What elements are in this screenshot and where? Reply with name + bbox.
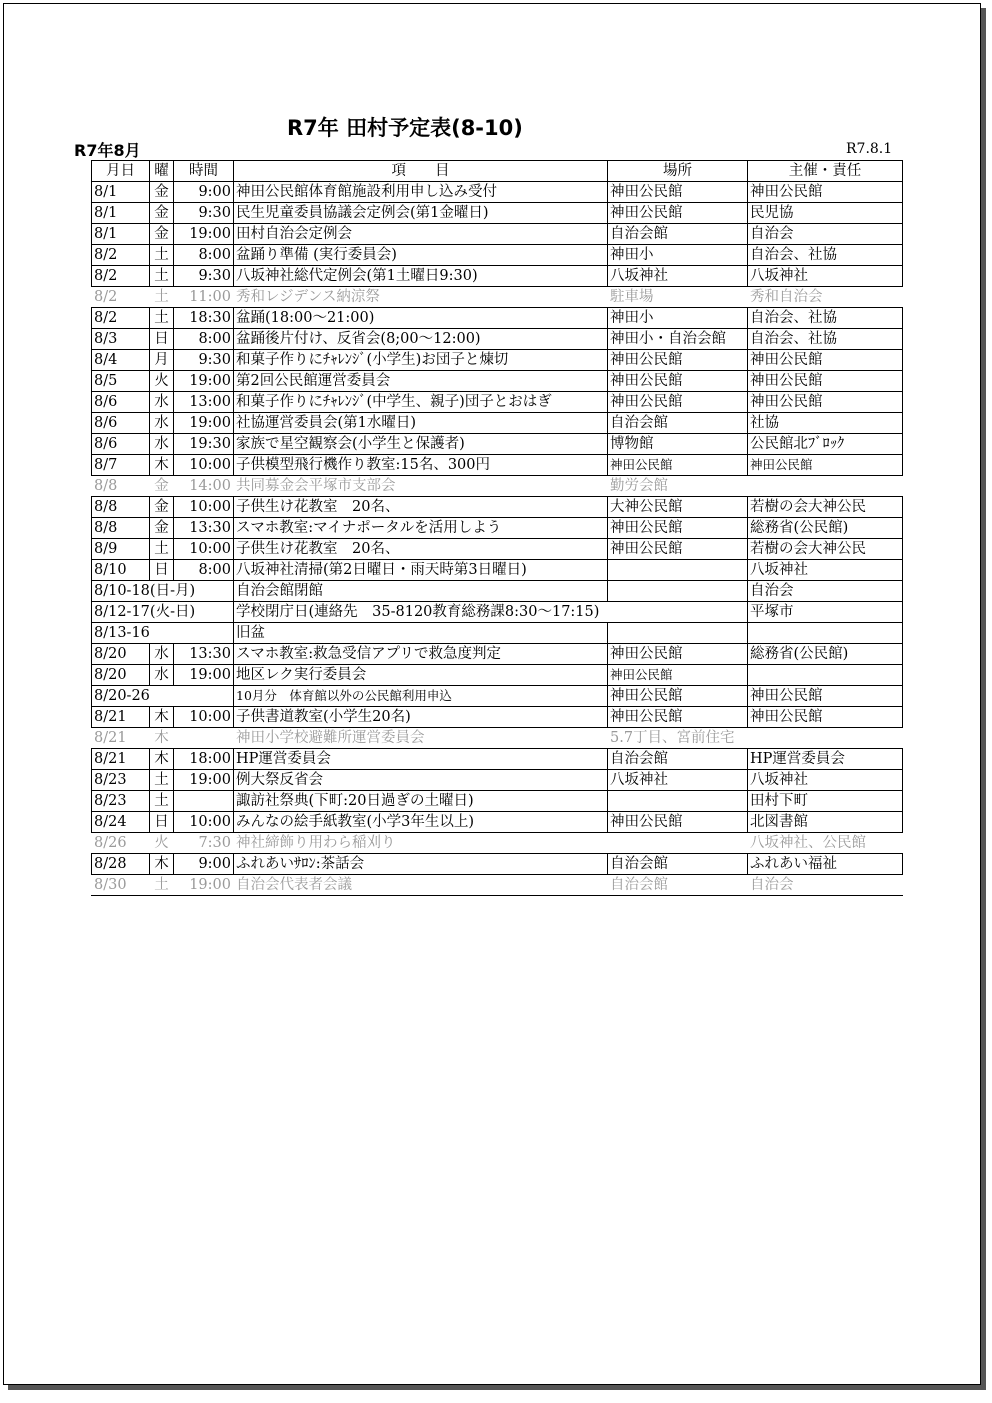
cell-place bbox=[608, 833, 748, 854]
cell-dow: 水 bbox=[150, 413, 174, 434]
cell-place: 神田公民館 bbox=[608, 707, 748, 728]
cell-item: スマホ教室:マイナポータルを活用しよう bbox=[234, 518, 608, 539]
table-row bbox=[92, 560, 903, 581]
cell-item: 諏訪社祭典(下町:20日過ぎの土曜日) bbox=[234, 791, 608, 812]
cell-item: 例大祭反省会 bbox=[234, 770, 608, 791]
cell-dow: 土 bbox=[150, 266, 174, 287]
cell-date: 8/21 bbox=[92, 707, 150, 728]
cell-org: 八坂神社 bbox=[748, 266, 903, 287]
cell-org: 自治会、社協 bbox=[748, 245, 903, 266]
cell-dow: 火 bbox=[150, 833, 174, 854]
cell-dow: 金 bbox=[150, 203, 174, 224]
cell-time: 19:00 bbox=[174, 770, 234, 791]
cell-dow: 木 bbox=[150, 455, 174, 476]
cell-org: 八坂神社、公民館 bbox=[748, 833, 903, 854]
cell-place: 自治会館 bbox=[608, 749, 748, 770]
cell-date: 8/6 bbox=[92, 392, 150, 413]
cell-time: 19:00 bbox=[174, 665, 234, 686]
cell-time: 14:00 bbox=[174, 476, 234, 497]
cell-time: 19:00 bbox=[174, 875, 234, 896]
cell-time: 19:00 bbox=[174, 413, 234, 434]
cell-org: 自治会、社協 bbox=[748, 308, 903, 329]
cell-item: 秀和レジデンス納涼祭 bbox=[234, 287, 608, 308]
cell-item: 子供模型飛行機作り教室:15名、300円 bbox=[234, 455, 608, 476]
table-row bbox=[92, 602, 903, 623]
cell-item: 共同募金会平塚市支部会 bbox=[234, 476, 608, 497]
cell-org: 神田公民館 bbox=[748, 350, 903, 371]
cell-time: 13:30 bbox=[174, 518, 234, 539]
cell-place: 5.7丁目、宮前住宅 bbox=[608, 728, 748, 749]
cell-item: 盆踊り準備 (実行委員会) bbox=[234, 245, 608, 266]
table-row bbox=[92, 665, 903, 686]
cell-date: 8/5 bbox=[92, 371, 150, 392]
cell-date: 8/20 bbox=[92, 665, 150, 686]
cell-item: HP運営委員会 bbox=[234, 749, 608, 770]
cell-place: 神田公民館 bbox=[608, 518, 748, 539]
cell-org: 神田公民館 bbox=[748, 455, 903, 476]
cell-item: 家族で星空観察会(小学生と保護者) bbox=[234, 434, 608, 455]
table-row bbox=[92, 182, 903, 203]
cell-org: 自治会 bbox=[748, 875, 903, 896]
cell-time: 9:30 bbox=[174, 350, 234, 371]
cell-dow: 土 bbox=[150, 287, 174, 308]
cell-dow: 日 bbox=[150, 329, 174, 350]
table-row bbox=[92, 266, 903, 287]
cell-time: 10:00 bbox=[174, 707, 234, 728]
cell-time: 19:30 bbox=[174, 434, 234, 455]
table-row bbox=[92, 287, 903, 308]
cell-place bbox=[608, 623, 748, 644]
cell-item: 子供書道教室(小学生20名) bbox=[234, 707, 608, 728]
cell-dow: 水 bbox=[150, 644, 174, 665]
cell-time: 9:00 bbox=[174, 854, 234, 875]
table-row bbox=[92, 434, 903, 455]
cell-date: 8/7 bbox=[92, 455, 150, 476]
header-org: 主催・責任 bbox=[748, 161, 903, 182]
cell-time: 8:00 bbox=[174, 560, 234, 581]
table-row bbox=[92, 224, 903, 245]
cell-date: 8/2 bbox=[92, 266, 150, 287]
cell-item: 和菓子作りにﾁｬﾚﾝｼﾞ(中学生、親子)団子とおはぎ bbox=[234, 392, 608, 413]
cell-date: 8/21 bbox=[92, 749, 150, 770]
table-row bbox=[92, 875, 903, 896]
cell-time: 10:00 bbox=[174, 455, 234, 476]
cell-date: 8/8 bbox=[92, 497, 150, 518]
cell-time: 13:30 bbox=[174, 644, 234, 665]
cell-place: 神田公民館 bbox=[608, 455, 748, 476]
table-row bbox=[92, 539, 903, 560]
table-row bbox=[92, 329, 903, 350]
cell-item: 旧盆 bbox=[234, 623, 608, 644]
cell-time: 19:00 bbox=[174, 224, 234, 245]
cell-org: ふれあい福祉 bbox=[748, 854, 903, 875]
cell-org bbox=[748, 665, 903, 686]
cell-place: 博物館 bbox=[608, 434, 748, 455]
cell-item: 第2回公民館運営委員会 bbox=[234, 371, 608, 392]
cell-place: 神田公民館 bbox=[608, 686, 748, 707]
cell-org: 自治会 bbox=[748, 581, 903, 602]
table-row bbox=[92, 791, 903, 812]
cell-item: 子供生け花教室 20名、 bbox=[234, 497, 608, 518]
month-label: R7年8月 bbox=[74, 141, 141, 160]
cell-org: 若樹の会大神公民 bbox=[748, 539, 903, 560]
cell-org bbox=[748, 623, 903, 644]
cell-org: 総務省(公民館) bbox=[748, 518, 903, 539]
cell-place: 神田小・自治会館 bbox=[608, 329, 748, 350]
cell-place bbox=[608, 581, 748, 602]
cell-dow: 土 bbox=[150, 245, 174, 266]
cell-place: 自治会館 bbox=[608, 854, 748, 875]
cell-org: 八坂神社 bbox=[748, 560, 903, 581]
cell-org: 秀和自治会 bbox=[748, 287, 903, 308]
cell-time: 10:00 bbox=[174, 812, 234, 833]
cell-date: 8/9 bbox=[92, 539, 150, 560]
cell-date: 8/10 bbox=[92, 560, 150, 581]
cell-dow: 水 bbox=[150, 392, 174, 413]
cell-date: 8/1 bbox=[92, 182, 150, 203]
cell-place: 八坂神社 bbox=[608, 266, 748, 287]
cell-dow: 土 bbox=[150, 308, 174, 329]
cell-place: 神田公民館 bbox=[608, 182, 748, 203]
cell-dow: 木 bbox=[150, 728, 174, 749]
cell-date: 8/12-17(火-日) bbox=[92, 602, 234, 623]
table-row bbox=[92, 749, 903, 770]
table-row bbox=[92, 728, 903, 749]
header-dow: 曜 bbox=[150, 161, 174, 182]
table-row bbox=[92, 371, 903, 392]
header-time: 時間 bbox=[174, 161, 234, 182]
cell-place: 自治会館 bbox=[608, 413, 748, 434]
cell-item: 神社締飾り用わら稲刈り bbox=[234, 833, 608, 854]
cell-place: 八坂神社 bbox=[608, 770, 748, 791]
cell-item: 盆踊(18:00～21:00) bbox=[234, 308, 608, 329]
cell-date: 8/20 bbox=[92, 644, 150, 665]
cell-org: 公民館北ﾌﾞﾛｯｸ bbox=[748, 434, 903, 455]
table-row bbox=[92, 812, 903, 833]
cell-time: 11:00 bbox=[174, 287, 234, 308]
cell-time: 9:30 bbox=[174, 266, 234, 287]
table-row bbox=[92, 203, 903, 224]
table-row bbox=[92, 518, 903, 539]
cell-place: 自治会館 bbox=[608, 224, 748, 245]
header-place: 場所 bbox=[608, 161, 748, 182]
cell-item: 地区レク実行委員会 bbox=[234, 665, 608, 686]
cell-item: 社協運営委員会(第1水曜日) bbox=[234, 413, 608, 434]
document-title: R7年 田村予定表(8-10) bbox=[287, 116, 523, 140]
cell-date: 8/1 bbox=[92, 203, 150, 224]
cell-org: 八坂神社 bbox=[748, 770, 903, 791]
cell-org: 神田公民館 bbox=[748, 392, 903, 413]
cell-item: 民生児童委員協議会定例会(第1金曜日) bbox=[234, 203, 608, 224]
cell-date: 8/10-18(日-月) bbox=[92, 581, 234, 602]
cell-dow: 金 bbox=[150, 224, 174, 245]
cell-time: 8:00 bbox=[174, 245, 234, 266]
table-row bbox=[92, 581, 903, 602]
cell-dow: 水 bbox=[150, 434, 174, 455]
cell-time: 19:00 bbox=[174, 371, 234, 392]
cell-time: 7:30 bbox=[174, 833, 234, 854]
cell-item: 自治会館閉館 bbox=[234, 581, 608, 602]
cell-org: 田村下町 bbox=[748, 791, 903, 812]
cell-dow: 日 bbox=[150, 560, 174, 581]
cell-dow: 土 bbox=[150, 875, 174, 896]
cell-org: 自治会 bbox=[748, 224, 903, 245]
cell-date: 8/2 bbox=[92, 287, 150, 308]
cell-place: 自治会館 bbox=[608, 875, 748, 896]
cell-place: 神田公民館 bbox=[608, 665, 748, 686]
cell-time: 10:00 bbox=[174, 539, 234, 560]
cell-time: 9:00 bbox=[174, 182, 234, 203]
cell-date: 8/4 bbox=[92, 350, 150, 371]
cell-place: 神田公民館 bbox=[608, 539, 748, 560]
table-row bbox=[92, 833, 903, 854]
cell-item: 和菓子作りにﾁｬﾚﾝｼﾞ(小学生)お団子と煉切 bbox=[234, 350, 608, 371]
cell-org: 神田公民館 bbox=[748, 707, 903, 728]
cell-dow: 金 bbox=[150, 476, 174, 497]
cell-time: 18:30 bbox=[174, 308, 234, 329]
cell-date: 8/8 bbox=[92, 476, 150, 497]
cell-dow: 月 bbox=[150, 350, 174, 371]
table-row bbox=[92, 686, 903, 707]
cell-org: 神田公民館 bbox=[748, 371, 903, 392]
cell-date: 8/3 bbox=[92, 329, 150, 350]
cell-item: 10月分 体育館以外の公民館利用申込 bbox=[234, 686, 608, 707]
header-item: 項 目 bbox=[234, 161, 608, 182]
cell-time: 13:00 bbox=[174, 392, 234, 413]
cell-place: 神田小 bbox=[608, 308, 748, 329]
cell-date: 8/6 bbox=[92, 413, 150, 434]
cell-item: 八坂神社総代定例会(第1土曜日9:30) bbox=[234, 266, 608, 287]
cell-date: 8/23 bbox=[92, 791, 150, 812]
cell-item: みんなの絵手紙教室(小学3年生以上) bbox=[234, 812, 608, 833]
cell-place: 神田公民館 bbox=[608, 203, 748, 224]
cell-time bbox=[174, 791, 234, 812]
cell-place: 神田公民館 bbox=[608, 644, 748, 665]
table-row bbox=[92, 455, 903, 476]
table-row bbox=[92, 350, 903, 371]
cell-item: 田村自治会定例会 bbox=[234, 224, 608, 245]
cell-item: 盆踊後片付け、反省会(8;00～12:00) bbox=[234, 329, 608, 350]
cell-org: HP運営委員会 bbox=[748, 749, 903, 770]
cell-org: 自治会、社協 bbox=[748, 329, 903, 350]
cell-org: 若樹の会大神公民 bbox=[748, 497, 903, 518]
cell-time: 9:30 bbox=[174, 203, 234, 224]
table-row bbox=[92, 707, 903, 728]
cell-place: 神田公民館 bbox=[608, 371, 748, 392]
cell-time bbox=[174, 728, 234, 749]
cell-dow: 日 bbox=[150, 812, 174, 833]
cell-item: 子供生け花教室 20名、 bbox=[234, 539, 608, 560]
cell-org: 神田公民館 bbox=[748, 182, 903, 203]
table-row bbox=[92, 245, 903, 266]
cell-dow: 金 bbox=[150, 182, 174, 203]
table-row bbox=[92, 392, 903, 413]
cell-date: 8/30 bbox=[92, 875, 150, 896]
cell-date: 8/2 bbox=[92, 245, 150, 266]
cell-org bbox=[748, 728, 903, 749]
cell-dow: 土 bbox=[150, 791, 174, 812]
cell-dow: 金 bbox=[150, 518, 174, 539]
cell-date: 8/28 bbox=[92, 854, 150, 875]
cell-org: 社協 bbox=[748, 413, 903, 434]
table-row bbox=[92, 476, 903, 497]
cell-item: 自治会代表者会議 bbox=[234, 875, 608, 896]
cell-date: 8/23 bbox=[92, 770, 150, 791]
table-row bbox=[92, 623, 903, 644]
cell-org: 総務省(公民館) bbox=[748, 644, 903, 665]
cell-place: 神田公民館 bbox=[608, 392, 748, 413]
cell-time: 10:00 bbox=[174, 497, 234, 518]
table-row bbox=[92, 497, 903, 518]
cell-place: 神田公民館 bbox=[608, 350, 748, 371]
cell-place: 駐車場 bbox=[608, 287, 748, 308]
schedule-table bbox=[91, 160, 903, 896]
cell-dow: 土 bbox=[150, 539, 174, 560]
cell-place bbox=[608, 560, 748, 581]
cell-place: 大神公民館 bbox=[608, 497, 748, 518]
cell-time: 18:00 bbox=[174, 749, 234, 770]
cell-org: 北図書館 bbox=[748, 812, 903, 833]
cell-dow: 木 bbox=[150, 707, 174, 728]
cell-item: 学校閉庁日(連絡先 35-8120教育総務課8:30～17:15) bbox=[234, 602, 748, 623]
cell-org: 神田公民館 bbox=[748, 686, 903, 707]
cell-dow: 火 bbox=[150, 371, 174, 392]
cell-dow: 土 bbox=[150, 770, 174, 791]
table-row bbox=[92, 644, 903, 665]
cell-org: 平塚市 bbox=[748, 602, 903, 623]
cell-place: 神田小 bbox=[608, 245, 748, 266]
table-row bbox=[92, 413, 903, 434]
cell-date: 8/26 bbox=[92, 833, 150, 854]
table-header-row bbox=[92, 161, 903, 182]
cell-place: 神田公民館 bbox=[608, 812, 748, 833]
cell-time: 8:00 bbox=[174, 329, 234, 350]
cell-date: 8/1 bbox=[92, 224, 150, 245]
cell-item: ふれあいｻﾛﾝ:茶話会 bbox=[234, 854, 608, 875]
cell-date: 8/24 bbox=[92, 812, 150, 833]
cell-item: スマホ教室:救急受信アプリで救急度判定 bbox=[234, 644, 608, 665]
version-label: R7.8.1 bbox=[846, 141, 893, 157]
cell-place bbox=[608, 791, 748, 812]
cell-date: 8/8 bbox=[92, 518, 150, 539]
cell-dow: 木 bbox=[150, 749, 174, 770]
table-row bbox=[92, 308, 903, 329]
cell-item: 神田小学校避難所運営委員会 bbox=[234, 728, 608, 749]
cell-org bbox=[748, 476, 903, 497]
table-row bbox=[92, 770, 903, 791]
cell-date: 8/20-26 bbox=[92, 686, 234, 707]
cell-date: 8/2 bbox=[92, 308, 150, 329]
cell-dow: 水 bbox=[150, 665, 174, 686]
cell-date: 8/6 bbox=[92, 434, 150, 455]
cell-dow: 木 bbox=[150, 854, 174, 875]
header-date: 月日 bbox=[92, 161, 150, 182]
table-row bbox=[92, 854, 903, 875]
cell-place: 勤労会館 bbox=[608, 476, 748, 497]
cell-date: 8/13-16 bbox=[92, 623, 234, 644]
cell-item: 神田公民館体育館施設利用申し込み受付 bbox=[234, 182, 608, 203]
cell-dow: 金 bbox=[150, 497, 174, 518]
cell-date: 8/21 bbox=[92, 728, 150, 749]
cell-org: 民児協 bbox=[748, 203, 903, 224]
cell-item: 八坂神社清掃(第2日曜日・雨天時第3日曜日) bbox=[234, 560, 608, 581]
